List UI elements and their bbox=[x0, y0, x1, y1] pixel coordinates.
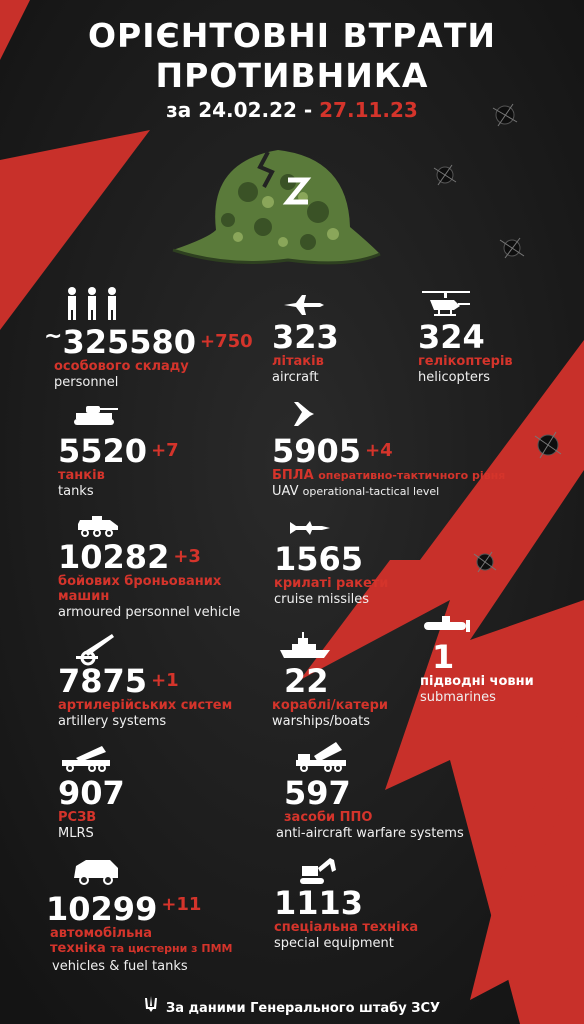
warships-en-label: warships/boats bbox=[272, 714, 371, 729]
tanks-delta: +7 bbox=[151, 440, 179, 461]
aircraft-en-label: aircraft bbox=[272, 370, 319, 385]
apv-en-label: armoured personnel vehicle bbox=[58, 605, 241, 620]
vehicles-delta: +11 bbox=[161, 894, 202, 915]
stat-cruise bbox=[274, 542, 388, 608]
vehicles-ua-line2b: та цистерни з ПММ bbox=[110, 942, 233, 955]
mlrs-en-label: MLRS bbox=[58, 826, 94, 841]
footer-source bbox=[0, 996, 584, 1016]
date-end: 27.11.23 bbox=[319, 98, 418, 122]
cannon-icon bbox=[74, 630, 118, 666]
vehicles-en-label: vehicles & fuel tanks bbox=[52, 959, 188, 974]
personnel-delta: +750 bbox=[200, 331, 253, 352]
apv-value: 10282 bbox=[58, 538, 170, 576]
uav-ua-extra: оперативно-тактичного рівня bbox=[318, 469, 506, 482]
missile-icon bbox=[288, 520, 332, 536]
cruise-en-label: cruise missiles bbox=[274, 592, 370, 607]
stat-tanks bbox=[58, 434, 179, 500]
aa-ua-label: засоби ППО bbox=[284, 810, 373, 825]
stat-aa bbox=[276, 774, 464, 842]
uav-ua-label: БПЛА bbox=[272, 468, 314, 483]
apv-ua-line2: машин bbox=[58, 589, 110, 604]
personnel-value: 325580 bbox=[62, 323, 197, 361]
apc-icon bbox=[76, 514, 120, 538]
excavator-icon bbox=[298, 856, 344, 886]
title-line-1: ОРІЄНТОВНІ ВТРАТИ bbox=[88, 16, 496, 55]
stat-vehicles bbox=[46, 888, 233, 975]
submarine-icon bbox=[418, 612, 474, 634]
title-line-2: ПРОТИВНИКА bbox=[155, 56, 429, 95]
soldiers-icon bbox=[62, 286, 122, 320]
personnel-ua-label: особового складу bbox=[54, 359, 189, 374]
truck-icon bbox=[72, 856, 122, 886]
stat-warships bbox=[272, 662, 388, 730]
warship-icon bbox=[280, 630, 330, 660]
stat-apv bbox=[58, 540, 240, 621]
helicopters-ua-label: гелікоптерів bbox=[418, 354, 513, 369]
special-ua-label: спеціальна техніка bbox=[274, 920, 419, 935]
uav-en-label: UAV bbox=[272, 484, 299, 499]
vehicles-value: 10299 bbox=[46, 890, 158, 928]
stat-aircraft bbox=[272, 320, 339, 386]
artillery-ua-label: артилерійських систем bbox=[58, 698, 233, 713]
artillery-delta: +1 bbox=[151, 670, 179, 691]
stat-uav bbox=[272, 434, 505, 500]
footer-text: За даними Генерального штабу ЗСУ bbox=[165, 1001, 441, 1016]
special-en-label: special equipment bbox=[274, 936, 394, 951]
date-range bbox=[0, 98, 584, 122]
tanks-en-label: tanks bbox=[58, 484, 94, 499]
cruise-ua-label: крилаті ракети bbox=[274, 576, 389, 591]
helicopters-value: 324 bbox=[418, 318, 485, 356]
artillery-value: 7875 bbox=[58, 662, 148, 700]
stat-personnel bbox=[44, 320, 253, 391]
stat-artillery bbox=[58, 664, 232, 730]
jet-icon bbox=[282, 294, 326, 316]
apv-ua-line1: бойових броньованих bbox=[58, 574, 222, 589]
anti-aircraft-icon bbox=[296, 740, 348, 772]
stat-mlrs bbox=[58, 776, 125, 842]
trident-icon bbox=[144, 996, 158, 1012]
aa-en-label: anti-aircraft warfare systems bbox=[276, 826, 464, 841]
uav-value: 5905 bbox=[272, 432, 362, 470]
mlrs-icon bbox=[62, 744, 112, 772]
tanks-ua-label: танків bbox=[58, 468, 105, 483]
tanks-value: 5520 bbox=[58, 432, 148, 470]
uav-en-extra: operational-tactical level bbox=[302, 485, 440, 498]
helicopter-icon bbox=[420, 288, 472, 318]
helicopters-en-label: helicopters bbox=[418, 370, 491, 385]
artillery-en-label: artillery systems bbox=[58, 714, 167, 729]
personnel-prefix: ~ bbox=[44, 324, 63, 349]
aa-value: 597 bbox=[284, 774, 351, 812]
personnel-en-label: personnel bbox=[54, 375, 119, 390]
drone-icon bbox=[290, 400, 316, 428]
warships-value: 22 bbox=[284, 662, 329, 700]
apv-delta: +3 bbox=[173, 546, 201, 567]
date-prefix: за 24.02.22 - bbox=[166, 98, 320, 122]
uav-delta: +4 bbox=[365, 440, 393, 461]
vehicles-ua-line2a: техніка bbox=[50, 941, 106, 956]
special-value: 1113 bbox=[274, 884, 364, 922]
stat-submarines bbox=[420, 640, 534, 706]
submarines-ua-label: підводні човни bbox=[420, 674, 534, 689]
tank-icon bbox=[74, 404, 118, 426]
stat-helicopters bbox=[418, 320, 513, 386]
helmet-icon bbox=[168, 142, 388, 282]
aircraft-value: 323 bbox=[272, 318, 339, 356]
aircraft-ua-label: літаків bbox=[272, 354, 324, 369]
stat-special bbox=[274, 886, 418, 952]
cruise-value: 1565 bbox=[274, 540, 364, 578]
mlrs-ua-label: РСЗВ bbox=[58, 810, 97, 825]
warships-ua-label: кораблі/катери bbox=[272, 698, 388, 713]
submarines-value: 1 bbox=[432, 638, 455, 676]
vehicles-ua-line1: автомобільна bbox=[50, 926, 153, 941]
submarines-en-label: submarines bbox=[420, 690, 496, 705]
mlrs-value: 907 bbox=[58, 774, 125, 812]
